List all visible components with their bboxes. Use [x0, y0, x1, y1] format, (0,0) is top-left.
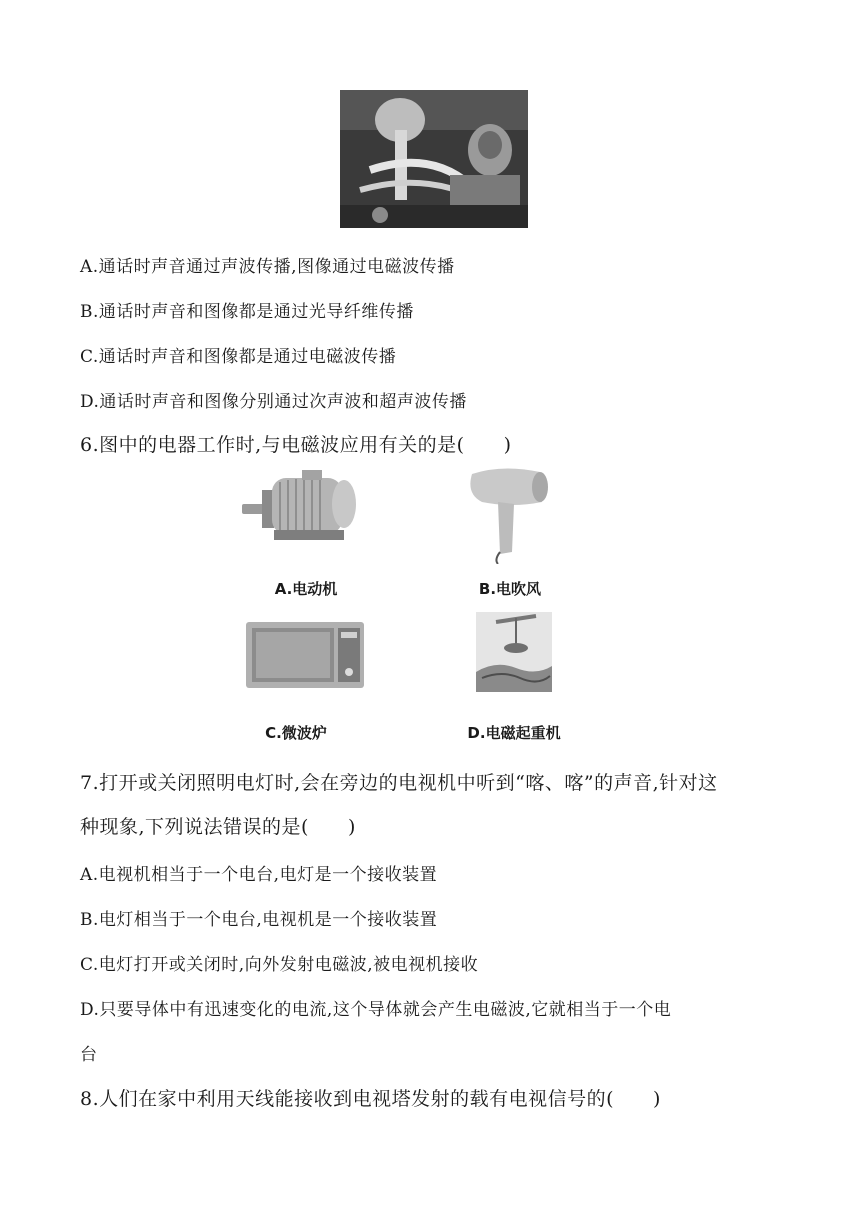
hair-dryer-image [462, 464, 552, 564]
caption-c: C.微波炉 [265, 724, 327, 742]
q7-option-d-continued: 台 [80, 1045, 98, 1065]
caption-d: D.电磁起重机 [467, 724, 561, 742]
q7-option-d: D.只要导体中有迅速变化的电流,这个导体就会产生电磁波,它就相当于一个电 [80, 1000, 672, 1020]
q8-stem: 8.人们在家中利用天线能接收到电视塔发射的载有电视信号的( ) [80, 1088, 661, 1110]
caption-b: B.电吹风 [478, 580, 542, 598]
q5-option-a: A.通话时声音通过声波传播,图像通过电磁波传播 [80, 257, 455, 277]
q7-option-a: A.电视机相当于一个电台,电灯是一个接收装置 [80, 865, 438, 885]
q5-option-c: C.通话时声音和图像都是通过电磁波传播 [80, 347, 397, 367]
microwave-oven-image [244, 620, 366, 690]
q7-option-b: B.电灯相当于一个电台,电视机是一个接收装置 [80, 910, 438, 930]
q5-option-b: B.通话时声音和图像都是通过光导纤维传播 [80, 302, 414, 322]
q7-stem-line1: 7.打开或关闭照明电灯时,会在旁边的电视机中听到“喀、喀”的声音,针对这 [80, 772, 718, 794]
q6-stem: 6.图中的电器工作时,与电磁波应用有关的是( ) [80, 434, 512, 456]
electromagnetic-crane-image [476, 612, 552, 692]
caption-a: A.电动机 [274, 580, 338, 598]
q7-option-c: C.电灯打开或关闭时,向外发射电磁波,被电视机接收 [80, 955, 479, 975]
q5-option-d: D.通话时声音和图像分别通过次声波和超声波传播 [80, 392, 467, 412]
electric-motor-image [240, 468, 360, 548]
q7-stem-line2: 种现象,下列说法错误的是( ) [80, 816, 356, 838]
astronaut-photo [340, 90, 528, 228]
